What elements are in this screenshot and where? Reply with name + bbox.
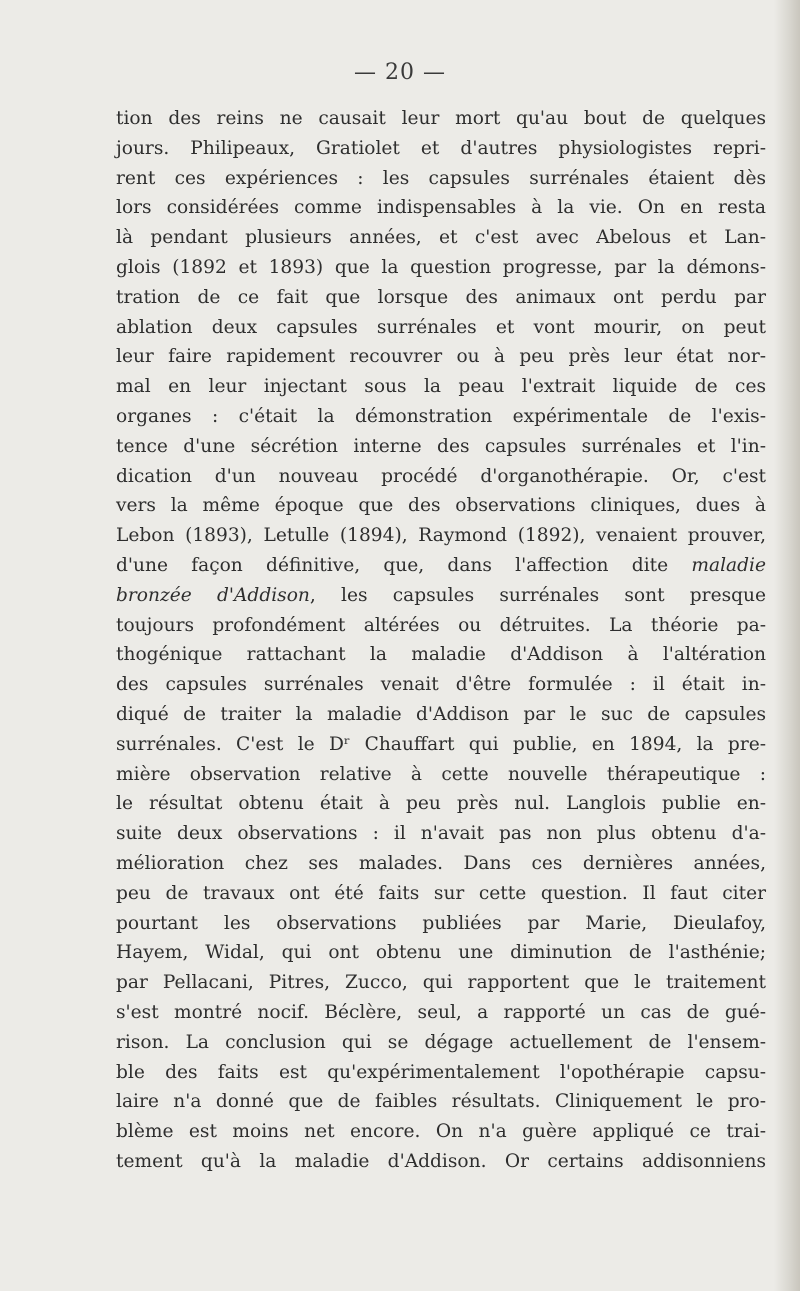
text-segment: , les capsules surrénales sont presque (309, 584, 766, 606)
text-segment: Hayem, Widal, qui ont obtenu une diminution de l'asthénie; (116, 942, 766, 964)
text-segment: mal en leur injectant sous la peau l'extrait liquide de ces (116, 376, 766, 398)
italic-text-segment: maladie (691, 554, 766, 576)
text-line (116, 611, 766, 641)
text-segment: ble des faits est qu'expérimentalement l'opothérapie capsu- (116, 1061, 766, 1083)
text-segment: suite deux observations : il n'avait pas non plus obtenu d'a- (116, 823, 766, 845)
text-line (116, 1117, 766, 1147)
text-segment: rison. La conclusion qui se dégage actuellement de l'ensem- (116, 1031, 766, 1053)
text-line (116, 1028, 766, 1058)
text-line (116, 134, 766, 164)
text-line (116, 432, 766, 462)
body-paragraph (116, 104, 766, 1177)
text-line (116, 521, 766, 551)
text-line (116, 1058, 766, 1088)
text-line (116, 849, 766, 879)
text-line (116, 760, 766, 790)
text-line (116, 640, 766, 670)
text-segment: tement qu'à la maladie d'Addison. Or certains addisonniens (116, 1150, 766, 1172)
text-segment: thogénique rattachant la maladie d'Addison à l'altération (116, 644, 766, 666)
text-line (116, 342, 766, 372)
text-line (116, 164, 766, 194)
text-segment: peu de travaux ont été faits sur cette question. Il faut citer (116, 882, 766, 904)
text-line (116, 789, 766, 819)
text-segment: dication d'un nouveau procédé d'organothérapie. Or, c'est (116, 465, 766, 487)
text-line (116, 938, 766, 968)
text-line (116, 1087, 766, 1117)
text-line (116, 193, 766, 223)
page-number: — 20 — (354, 60, 446, 85)
text-segment: leur faire rapidement recouvrer ou à peu près leur état nor- (116, 346, 766, 368)
text-line (116, 491, 766, 521)
text-line (116, 968, 766, 998)
text-segment: tion des reins ne causait leur mort qu'au bout de quelques (116, 108, 766, 129)
italic-text-segment: bronzée d'Addison (116, 584, 310, 606)
text-line (116, 909, 766, 939)
text-line (116, 730, 766, 760)
text-line (116, 253, 766, 283)
text-line (116, 819, 766, 849)
text-segment: lors considérées comme indispensables à la vie. On en resta (116, 197, 766, 219)
text-line (116, 104, 766, 134)
text-segment: par Pellacani, Pitres, Zucco, qui rapportent que le traitement (116, 972, 766, 994)
text-segment: jours. Philipeaux, Gratiolet et d'autres physiologistes repri- (116, 137, 766, 159)
text-segment: des capsules surrénales venait d'être formulée : il était in- (116, 674, 766, 696)
text-line (116, 283, 766, 313)
text-line (116, 581, 766, 611)
text-segment: tration de ce fait que lorsque des animaux ont perdu par (116, 286, 766, 308)
text-segment: mière observation relative à cette nouvelle thérapeutique : (116, 763, 766, 785)
text-line (116, 462, 766, 492)
text-segment: vers la même époque que des observations cliniques, dues à (116, 495, 766, 517)
text-line (116, 402, 766, 432)
text-segment: blème est moins net encore. On n'a guère appliqué ce trai- (116, 1121, 766, 1143)
text-segment: organes : c'était la démonstration expérimentale de l'exis- (116, 405, 766, 427)
text-line (116, 670, 766, 700)
text-line (116, 879, 766, 909)
text-segment: là pendant plusieurs années, et c'est avec Abelous et Lan- (116, 227, 766, 249)
text-segment: tence d'une sécrétion interne des capsules surrénales et l'in- (116, 435, 766, 457)
text-segment: surrénales. C'est le Dʳ Chauffart qui publie, en 1894, la pre- (116, 733, 766, 755)
text-line (116, 700, 766, 730)
page-edge-shadow (774, 0, 800, 1291)
text-segment: toujours profondément altérées ou détruites. La théorie pa- (116, 614, 766, 636)
text-segment: ablation deux capsules surrénales et vont mourir, on peut (116, 316, 766, 338)
text-segment: Lebon (1893), Letulle (1894), Raymond (1892), venaient prouver, (116, 525, 766, 547)
text-segment: d'une façon définitive, que, dans l'affection dite (116, 554, 692, 576)
text-line (116, 372, 766, 402)
text-segment: mélioration chez ses malades. Dans ces dernières années, (116, 852, 766, 874)
text-line (116, 1147, 766, 1177)
text-line (116, 223, 766, 253)
text-segment: rent ces expériences : les capsules surrénales étaient dès (116, 167, 766, 189)
text-line (116, 313, 766, 343)
text-segment: pourtant les observations publiées par Marie, Dieulafoy, (116, 912, 766, 934)
text-line (116, 998, 766, 1028)
text-segment: diqué de traiter la maladie d'Addison par le suc de capsules (116, 703, 766, 725)
text-segment: glois (1892 et 1893) que la question progresse, par la démons- (116, 256, 766, 278)
text-line (116, 551, 766, 581)
text-segment: laire n'a donné que de faibles résultats. Cliniquement le pro- (116, 1091, 766, 1113)
text-segment: s'est montré nocif. Béclère, seul, a rapporté un cas de gué- (116, 1001, 766, 1023)
text-segment: le résultat obtenu était à peu près nul. Langlois publie en- (116, 793, 766, 815)
